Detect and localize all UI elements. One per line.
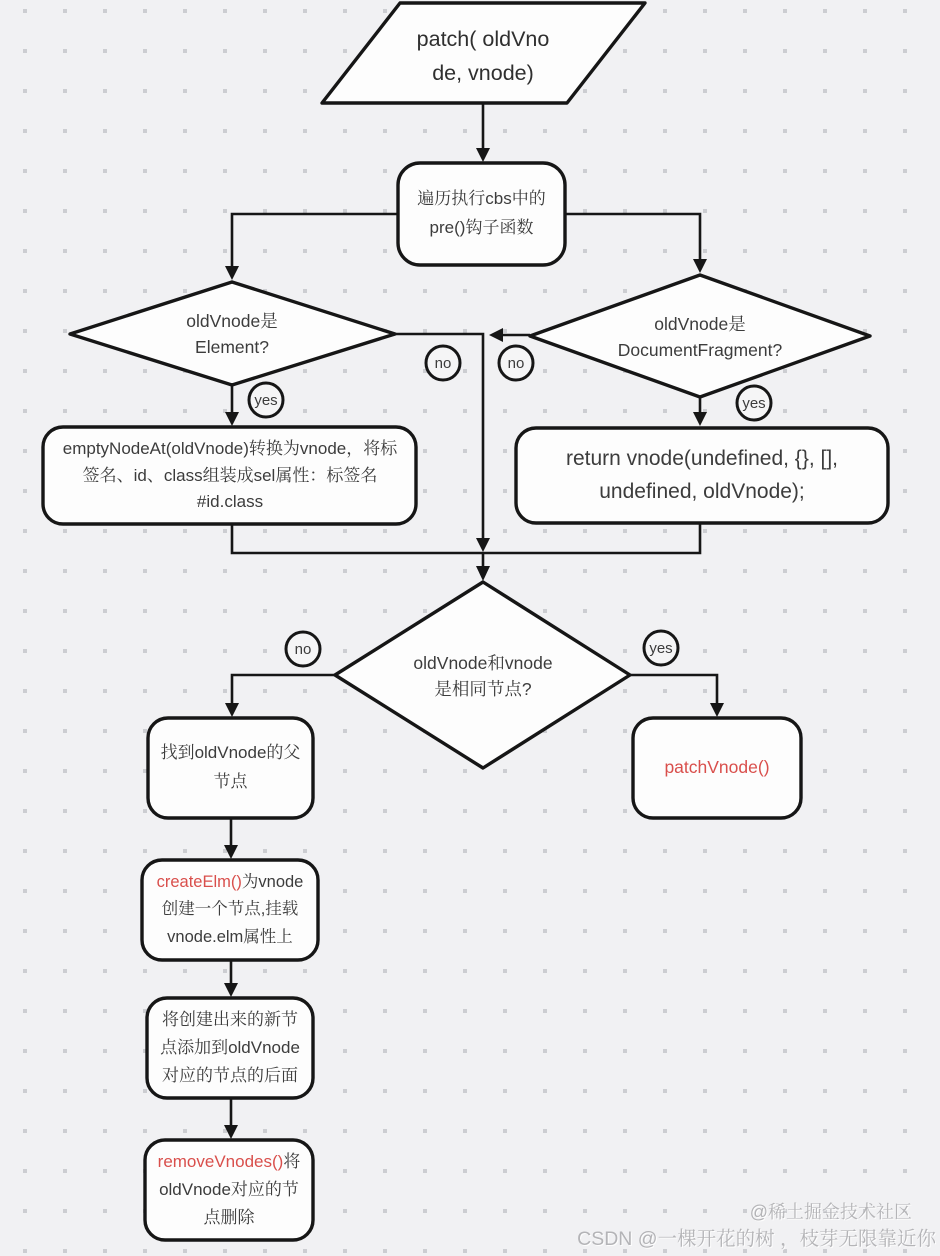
patch-vnode-text: patchVnode()	[664, 757, 770, 778]
arrowhead	[693, 412, 707, 426]
edge-merge	[232, 523, 700, 553]
append-node-line3: 对应的节点的后面	[162, 1066, 298, 1086]
create-elm-label	[142, 864, 318, 956]
patch-input-line1: patch( oldVno	[416, 26, 550, 51]
yes-label-element: yes	[254, 391, 278, 409]
arrowhead	[710, 703, 724, 717]
is-fragment-line2: DocumentFragment?	[617, 340, 783, 360]
arrowhead	[224, 1125, 238, 1139]
arrowhead	[476, 538, 490, 552]
is-fragment-label	[545, 306, 855, 368]
is-element-line2: Element?	[195, 337, 269, 357]
arrowhead	[225, 412, 239, 426]
create-elm-red-text: createElm()	[156, 873, 242, 892]
patch-vnode-label	[633, 718, 801, 818]
return-vnode-line1: return vnode(undefined, {}, [],	[565, 447, 839, 471]
remove-vnodes-line2: oldVnode对应的节	[159, 1179, 299, 1199]
edge-prehooks-to-element	[232, 214, 398, 267]
create-elm-line1	[157, 869, 304, 896]
create-elm-line1-rest: 为vnode	[241, 873, 304, 892]
remove-vnodes-line3: 点删除	[203, 1208, 255, 1228]
find-parent-line1: 找到oldVnode的父	[160, 743, 301, 763]
return-vnode-line2: undefined, oldVnode);	[599, 480, 805, 503]
arrowhead	[476, 566, 490, 581]
is-fragment-line1: oldVnode是	[654, 313, 746, 334]
remove-vnodes-label	[145, 1144, 313, 1236]
create-elm-line2: 创建一个节点,挂载	[161, 900, 299, 919]
no-label-right: no	[507, 354, 525, 372]
is-same-node-line1: oldVnode和vnode	[413, 652, 553, 673]
is-element-line1: oldVnode是	[186, 310, 278, 331]
no-label-left: no	[434, 354, 452, 372]
watermark-juejin: @稀土掘金技术社区	[749, 1202, 912, 1222]
remove-vnodes-line1	[158, 1148, 301, 1176]
arrowhead	[489, 328, 503, 342]
arrowhead	[224, 983, 238, 997]
remove-vnodes-line1-rest: 将	[283, 1151, 301, 1171]
yes-label-fragment: yes	[742, 394, 766, 412]
patch-input-label	[340, 13, 626, 99]
create-elm-line3: vnode.elm属性上	[167, 927, 293, 946]
empty-node-at-line1: emptyNodeAt(oldVnode)转换为vnode，将标	[62, 438, 398, 458]
remove-vnodes-red-text: removeVnodes()	[157, 1151, 284, 1171]
arrowhead	[476, 148, 490, 162]
edge-samenode-no	[232, 675, 335, 704]
empty-node-at-line2: 签名、id、class组装成sel属性：标签名	[82, 465, 378, 485]
edge-prehooks-to-fragment	[565, 214, 700, 260]
arrowhead	[224, 845, 238, 859]
is-same-node-label	[360, 645, 606, 707]
empty-node-at-label	[48, 436, 412, 516]
arrowhead	[225, 703, 239, 717]
is-same-node-line2: 是相同节点?	[434, 679, 532, 699]
find-parent-line2: 节点	[213, 772, 248, 791]
patch-input-line2: de, vnode)	[432, 61, 534, 85]
pre-hooks-label	[398, 166, 565, 262]
yes-label-samenode: yes	[649, 639, 673, 657]
append-node-line2: 点添加到oldVnode	[160, 1037, 300, 1057]
find-parent-label	[148, 722, 313, 814]
arrowhead	[693, 259, 707, 273]
pre-hooks-line1: 遍历执行cbs中的	[417, 189, 546, 209]
return-vnode-label	[520, 436, 884, 516]
no-label-samenode: no	[294, 640, 312, 658]
is-element-label	[90, 303, 374, 365]
empty-node-at-line3: #id.class	[196, 492, 264, 512]
watermark-csdn: CSDN @一棵开花的树 ，枝芽无限靠近你	[577, 1228, 936, 1250]
append-node-line1: 将创建出来的新节	[162, 1009, 298, 1029]
edge-samenode-yes	[630, 675, 717, 704]
pre-hooks-line2: pre()钩子函数	[429, 218, 534, 237]
arrowhead	[225, 266, 239, 280]
append-node-label	[147, 1002, 313, 1094]
